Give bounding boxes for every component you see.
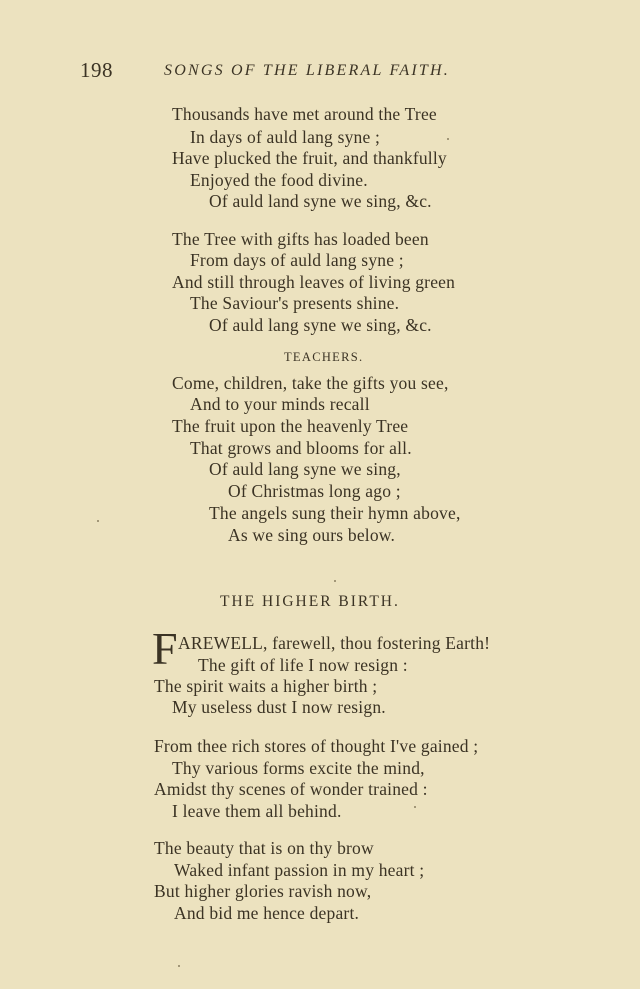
running-title: SONGS OF THE LIBERAL FAITH. <box>164 62 450 79</box>
verse-line: The gift of life I now resign : <box>198 655 408 675</box>
paper-speck <box>97 520 99 522</box>
paper-speck <box>447 138 449 140</box>
verse-line: I leave them all behind. <box>172 801 342 821</box>
paper-speck <box>414 806 416 808</box>
verse-line: From days of auld lang syne ; <box>190 250 404 270</box>
verse-line: But higher glories ravish now, <box>154 881 372 901</box>
page-header <box>80 58 520 86</box>
verse-line: In days of auld lang syne ; <box>190 127 381 147</box>
poem-title: THE HIGHER BIRTH. <box>220 593 400 610</box>
verse-line: Of Christmas long ago ; <box>228 481 401 501</box>
verse-line: The angels sung their hymn above, <box>209 503 461 523</box>
first-line: AREWELL, farewell, thou fostering Earth! <box>178 633 491 653</box>
verse-line: My useless dust I now resign. <box>172 697 386 717</box>
verse-line: Thy various forms excite the mind, <box>172 758 425 778</box>
verse-line: Amidst thy scenes of wonder trained : <box>154 779 428 799</box>
verse-line: Enjoyed the food divine. <box>190 170 368 190</box>
paper-speck <box>178 965 180 967</box>
paper-speck <box>334 580 336 582</box>
verse-line: Waked infant passion in my heart ; <box>174 860 425 880</box>
refrain-line: Of auld lang syne we sing, &c. <box>209 315 432 335</box>
refrain-line: Of auld land syne we sing, &c. <box>209 191 432 211</box>
verse-line: Come, children, take the gifts you see, <box>172 373 449 393</box>
verse-line: Have plucked the fruit, and thankfully <box>172 148 447 168</box>
drop-cap: F <box>152 623 178 674</box>
speaker-label: TEACHERS. <box>284 350 364 364</box>
verse-line: Thousands have met around the Tree <box>172 104 437 124</box>
page-number: 198 <box>80 58 113 82</box>
verse-line: The Saviour's presents shine. <box>190 293 400 313</box>
verse-line: The Tree with gifts has loaded been <box>172 229 429 249</box>
verse-line: And to your minds recall <box>190 394 370 414</box>
verse-line: That grows and blooms for all. <box>190 438 412 458</box>
verse-line: The beauty that is on thy brow <box>154 838 374 858</box>
verse-line: The fruit upon the heavenly Tree <box>172 416 409 436</box>
verse-line: The spirit waits a higher birth ; <box>154 676 378 696</box>
verse-line: And still through leaves of living green <box>172 272 456 292</box>
verse-line: As we sing ours below. <box>228 525 396 545</box>
verse-line: Of auld lang syne we sing, <box>209 459 401 479</box>
verse-line: From thee rich stores of thought I've gained ; <box>154 736 479 756</box>
verse-line: And bid me hence depart. <box>174 903 360 923</box>
